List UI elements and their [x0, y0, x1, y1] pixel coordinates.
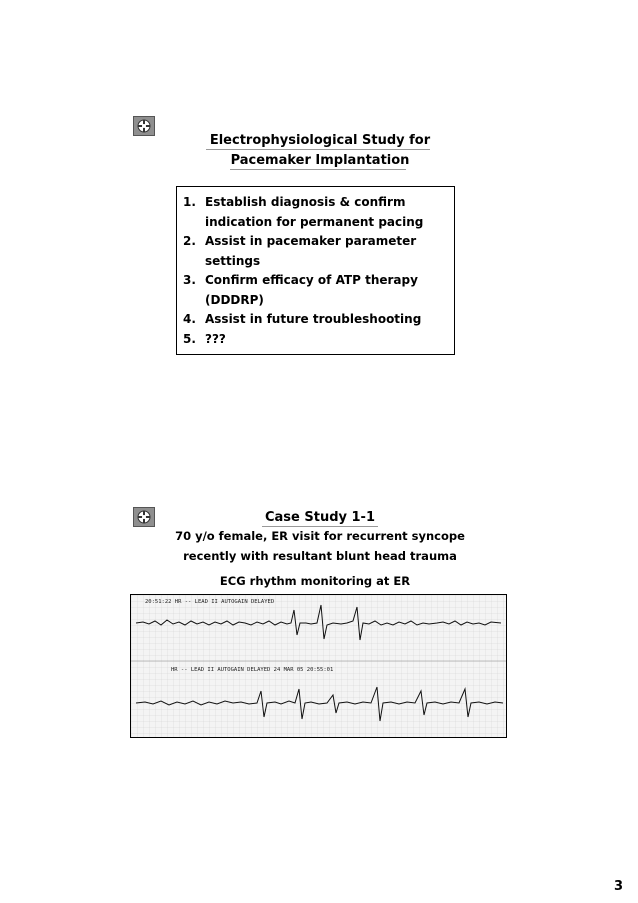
navigation-icon[interactable]	[133, 116, 155, 136]
slide-title-line2: Pacemaker Implantation	[230, 153, 410, 168]
case-title: Case Study 1-1	[264, 510, 376, 525]
objectives-list	[183, 193, 450, 349]
ecg-strip-graphic	[131, 595, 507, 738]
ecg-strip1-header: 20:51:22 HR -- LEAD II AUTOGAIN DELAYED	[145, 599, 275, 605]
title-rule	[230, 169, 406, 170]
ecg-strip2-header: HR -- LEAD II AUTOGAIN DELAYED 24 MAR 05 20:55:01	[171, 667, 334, 673]
ecg-caption: ECG rhythm monitoring at ER	[219, 574, 411, 588]
slide-title	[180, 131, 460, 171]
list-item: 5. ???	[183, 331, 226, 346]
crosshair-icon	[136, 118, 152, 134]
list-item: 2. Assist in pacemaker parameter settings	[183, 234, 417, 268]
title-rule	[206, 149, 430, 150]
list-item: 3. Confirm efficacy of ATP therapy (DDDRP)	[183, 273, 418, 307]
page-number: 3	[613, 879, 623, 894]
objectives-box	[176, 186, 455, 355]
crosshair-icon	[136, 509, 152, 525]
list-item: 1. Establish diagnosis & confirm indication for permanent pacing	[183, 195, 424, 229]
case-subtitle: 70 y/o female, ER visit for recurrent syncope recently with resultant blunt head trauma	[175, 529, 465, 563]
list-item: 4. Assist in future troubleshooting	[183, 312, 422, 326]
ecg-image	[130, 594, 507, 738]
navigation-icon[interactable]	[133, 507, 155, 527]
slide-title-line1: Electrophysiological Study for	[209, 133, 431, 148]
